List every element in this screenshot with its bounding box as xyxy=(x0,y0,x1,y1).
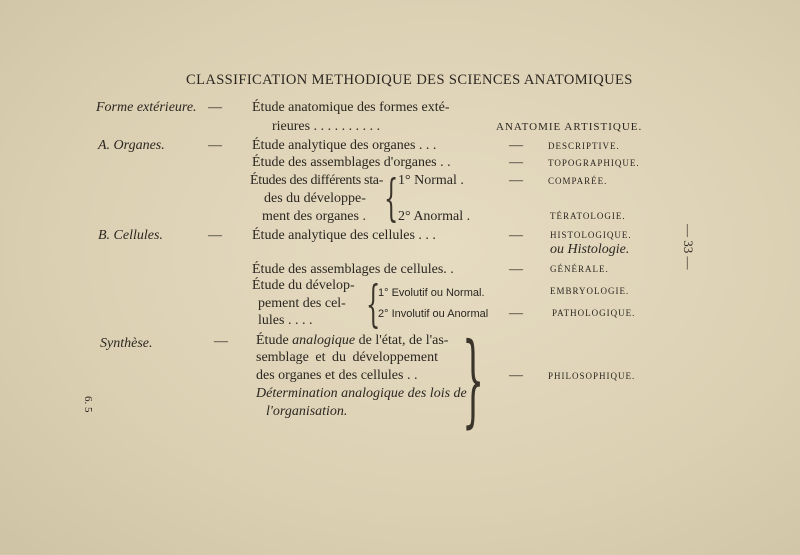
study-text: Étude des assemblages de cellules. . xyxy=(252,262,454,277)
category-dash: — xyxy=(208,138,222,153)
study-text: Étude analytique des organes . . . xyxy=(252,138,437,153)
anatomy-type: COMPARÉE. xyxy=(548,176,608,186)
signature-mark: 6. 5 xyxy=(82,396,94,413)
anatomy-type-alt: ou Histologie. xyxy=(550,242,630,257)
brace-left: { xyxy=(366,275,381,333)
sub-evolutif: 1° Evolutif ou Normal. xyxy=(378,287,485,299)
sub-anormal: 2° Anormal . xyxy=(398,209,471,224)
sub-normal: 1° Normal . xyxy=(398,173,464,188)
brace-left: { xyxy=(384,169,399,227)
study-text: semblage et du développement xyxy=(256,350,438,365)
anatomy-type: PHILOSOPHIQUE. xyxy=(548,371,636,381)
sub-involutif: 2° Involutif ou Anormal xyxy=(378,308,489,320)
type-dash: — xyxy=(509,368,523,383)
category-forme-exterieure: Forme extérieure. xyxy=(96,100,197,115)
anatomy-type: TÉRATOLOGIE. xyxy=(550,211,626,221)
category-dash: — xyxy=(208,228,222,243)
anatomy-type: ANATOMIE ARTISTIQUE. xyxy=(496,121,643,133)
study-text: l'organisation. xyxy=(266,404,348,419)
study-text: Étude analytique des cellules . . . xyxy=(252,228,436,243)
type-dash: — xyxy=(509,306,523,321)
anatomy-type: EMBRYOLOGIE. xyxy=(550,286,630,296)
anatomy-type: PATHOLOGIQUE. xyxy=(552,308,636,318)
category-synthese: Synthèse. xyxy=(100,336,153,351)
anatomy-type: GÉNÉRALE. xyxy=(550,264,609,274)
anatomy-type: DESCRIPTIVE. xyxy=(548,141,620,151)
type-dash: — xyxy=(509,228,523,243)
study-text: pement des cel- xyxy=(258,296,346,311)
study-text: Détermination analogique des lois de xyxy=(256,386,467,401)
study-text: Étude analogique de l'état, de l'as- xyxy=(256,333,449,348)
study-text: Étude du dévelop- xyxy=(252,278,355,293)
study-text: des du développe- xyxy=(264,191,366,206)
study-text: Études des différents sta- xyxy=(250,173,384,188)
study-text: lules . . . . xyxy=(258,313,313,328)
category-dash: — xyxy=(214,334,228,349)
type-dash: — xyxy=(509,138,523,153)
brace-right: } xyxy=(462,321,485,438)
study-text: ment des organes . xyxy=(262,209,366,224)
study-text: Étude anatomique des formes exté- xyxy=(252,100,450,115)
type-dash: — xyxy=(509,262,523,277)
anatomy-type: TOPOGRAPHIQUE. xyxy=(548,158,640,168)
category-organes: A. Organes. xyxy=(98,138,165,153)
page-title: CLASSIFICATION METHODIQUE DES SCIENCES ANATOMIQUES xyxy=(186,72,633,88)
study-text: Étude des assemblages d'organes . . xyxy=(252,155,451,170)
category-dash: — xyxy=(208,100,222,115)
category-cellules: B. Cellules. xyxy=(98,228,163,243)
type-dash: — xyxy=(509,155,523,170)
anatomy-type: HISTOLOGIQUE. xyxy=(550,230,632,240)
study-text: des organes et des cellules . . xyxy=(256,368,418,383)
type-dash: — xyxy=(509,173,523,188)
page-number: — 33 — xyxy=(681,224,696,270)
study-text: rieures . . . . . . . . . . xyxy=(272,119,381,134)
